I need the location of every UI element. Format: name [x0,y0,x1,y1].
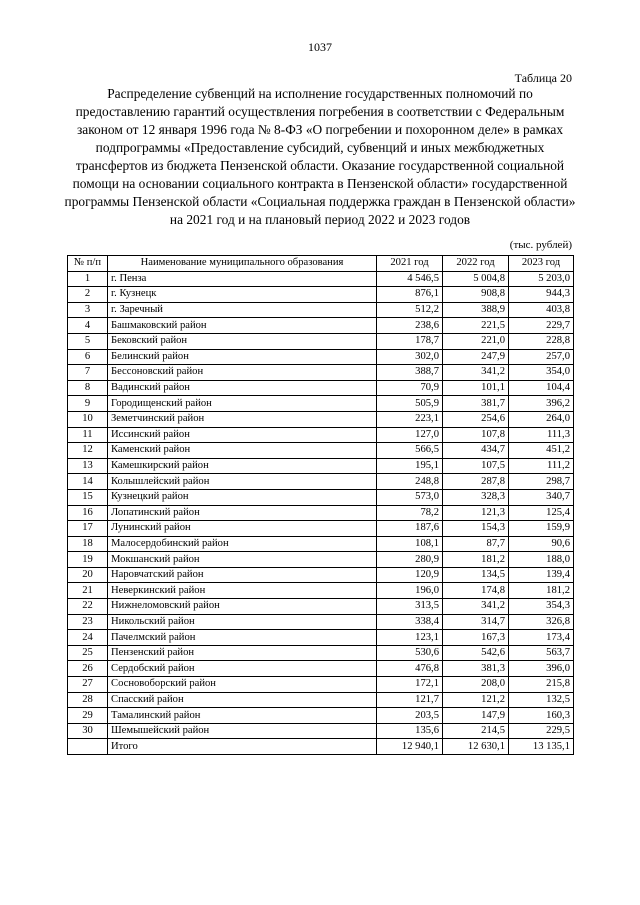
total-label: Итого [108,739,377,755]
value-2023: 340,7 [509,489,574,505]
value-2023: 173,4 [509,630,574,646]
row-number: 22 [68,599,108,615]
value-2021: 203,5 [377,708,443,724]
table-row [68,630,574,646]
row-number: 2 [68,287,108,303]
row-number: 21 [68,583,108,599]
municipality-name: Белинский район [108,349,377,365]
value-2023: 188,0 [509,552,574,568]
value-2021: 178,7 [377,333,443,349]
value-2023: 125,4 [509,505,574,521]
header-number: № п/п [68,256,108,272]
value-2022: 214,5 [443,723,509,739]
value-2023: 396,0 [509,661,574,677]
table-row [68,411,574,427]
municipality-name: Лопатинский район [108,505,377,521]
value-2022: 147,9 [443,708,509,724]
value-2021: 78,2 [377,505,443,521]
value-2023: 90,6 [509,536,574,552]
value-2023: 354,3 [509,599,574,615]
table-row [68,396,574,412]
row-number: 12 [68,443,108,459]
row-number: 13 [68,458,108,474]
value-2022: 121,3 [443,505,509,521]
value-2021: 108,1 [377,536,443,552]
value-2023: 264,0 [509,411,574,427]
value-2023: 160,3 [509,708,574,724]
value-2023: 403,8 [509,302,574,318]
subvention-table [67,255,574,755]
value-2023: 132,5 [509,692,574,708]
value-2022: 908,8 [443,287,509,303]
value-2023: 181,2 [509,583,574,599]
municipality-name: г. Заречный [108,302,377,318]
municipality-name: Иссинский район [108,427,377,443]
municipality-name: Вадинский район [108,380,377,396]
value-2023: 326,8 [509,614,574,630]
table-row [68,583,574,599]
municipality-name: Тамалинский район [108,708,377,724]
table-row [68,677,574,693]
value-2022: 5 004,8 [443,271,509,287]
row-number: 1 [68,271,108,287]
value-2023: 257,0 [509,349,574,365]
total-2022: 12 630,1 [443,739,509,755]
value-2022: 542,6 [443,645,509,661]
row-number: 5 [68,333,108,349]
value-2023: 111,2 [509,458,574,474]
row-number: 19 [68,552,108,568]
value-2022: 341,2 [443,365,509,381]
value-2021: 123,1 [377,630,443,646]
row-number: 14 [68,474,108,490]
value-2021: 120,9 [377,567,443,583]
municipality-name: Кузнецкий район [108,489,377,505]
value-2023: 298,7 [509,474,574,490]
value-2021: 172,1 [377,677,443,693]
value-2022: 107,8 [443,427,509,443]
municipality-name: Наровчатский район [108,567,377,583]
municipality-name: г. Пенза [108,271,377,287]
table-row [68,552,574,568]
row-number: 16 [68,505,108,521]
row-number: 3 [68,302,108,318]
value-2021: 4 546,5 [377,271,443,287]
table-row [68,458,574,474]
value-2021: 573,0 [377,489,443,505]
table-row [68,489,574,505]
municipality-name: Сердобский район [108,661,377,677]
value-2021: 512,2 [377,302,443,318]
municipality-name: г. Кузнецк [108,287,377,303]
table-row [68,692,574,708]
value-2021: 187,6 [377,521,443,537]
value-2021: 196,0 [377,583,443,599]
municipality-name: Бессоновский район [108,365,377,381]
row-number: 28 [68,692,108,708]
row-number: 8 [68,380,108,396]
value-2021: 248,8 [377,474,443,490]
value-2022: 107,5 [443,458,509,474]
table-row [68,318,574,334]
total-row [68,739,574,755]
value-2022: 167,3 [443,630,509,646]
total-2023: 13 135,1 [509,739,574,755]
value-2021: 238,6 [377,318,443,334]
value-2021: 338,4 [377,614,443,630]
row-number: 20 [68,567,108,583]
value-2023: 111,3 [509,427,574,443]
value-2023: 159,9 [509,521,574,537]
value-2022: 101,1 [443,380,509,396]
table-row [68,443,574,459]
table-row [68,614,574,630]
value-2022: 181,2 [443,552,509,568]
table-row [68,708,574,724]
table-row [68,302,574,318]
municipality-name: Нижнеломовский район [108,599,377,615]
row-number: 27 [68,677,108,693]
value-2021: 135,6 [377,723,443,739]
value-2022: 247,9 [443,349,509,365]
row-number: 11 [68,427,108,443]
total-blank [68,739,108,755]
municipality-name: Спасский район [108,692,377,708]
value-2023: 104,4 [509,380,574,396]
value-2022: 87,7 [443,536,509,552]
value-2021: 127,0 [377,427,443,443]
value-2022: 208,0 [443,677,509,693]
table-row [68,723,574,739]
row-number: 10 [68,411,108,427]
value-2022: 221,0 [443,333,509,349]
row-number: 26 [68,661,108,677]
value-2021: 70,9 [377,380,443,396]
table-row [68,521,574,537]
value-2023: 229,7 [509,318,574,334]
table-row [68,380,574,396]
value-2021: 313,5 [377,599,443,615]
value-2022: 388,9 [443,302,509,318]
value-2021: 566,5 [377,443,443,459]
table-row [68,474,574,490]
table-row [68,427,574,443]
value-2022: 328,3 [443,489,509,505]
row-number: 9 [68,396,108,412]
page-number: 1037 [308,40,332,54]
value-2022: 174,8 [443,583,509,599]
value-2023: 229,5 [509,723,574,739]
value-2021: 223,1 [377,411,443,427]
municipality-name: Башмаковский район [108,318,377,334]
value-2022: 221,5 [443,318,509,334]
value-2023: 139,4 [509,567,574,583]
value-2023: 354,0 [509,365,574,381]
row-number: 15 [68,489,108,505]
row-number: 29 [68,708,108,724]
row-number: 17 [68,521,108,537]
table-row [68,645,574,661]
document-title: Распределение субвенций на исполнение государственных полномочий по предоставлению гарантий осуществления погребения в соответствии с Федеральным законом от 12 января 1996 года № 8-ФЗ «О погребении и похоронном деле» в рамках подпрограммы «Предоставление субсидий, субвенций и иных межбюджетных трансфертов из бюджета Пензенской области. Оказание государственной социальной помощи на основании социального контракта в Пензенской области» государственной программы Пензенской области «Социальная поддержка граждан в Пензенской области» на 2021 год и на плановый период 2022 и 2023 годов [64,86,576,227]
value-2023: 451,2 [509,443,574,459]
municipality-name: Пачелмский район [108,630,377,646]
value-2021: 505,9 [377,396,443,412]
row-number: 23 [68,614,108,630]
value-2023: 228,8 [509,333,574,349]
table-row [68,599,574,615]
value-2023: 396,2 [509,396,574,412]
value-2021: 195,1 [377,458,443,474]
header-2022: 2022 год [443,256,509,272]
value-2022: 121,2 [443,692,509,708]
row-number: 6 [68,349,108,365]
value-2022: 381,7 [443,396,509,412]
municipality-name: Сосновоборский район [108,677,377,693]
municipality-name: Пензенский район [108,645,377,661]
value-2021: 388,7 [377,365,443,381]
value-2022: 434,7 [443,443,509,459]
value-2023: 563,7 [509,645,574,661]
municipality-name: Неверкинский район [108,583,377,599]
value-2022: 314,7 [443,614,509,630]
table-row [68,271,574,287]
table-body [68,271,574,754]
row-number: 24 [68,630,108,646]
units-note: (тыс. рублей) [509,239,572,251]
row-number: 4 [68,318,108,334]
value-2023: 215,8 [509,677,574,693]
table-row [68,333,574,349]
row-number: 30 [68,723,108,739]
table-row [68,505,574,521]
value-2021: 476,8 [377,661,443,677]
row-number: 7 [68,365,108,381]
value-2022: 287,8 [443,474,509,490]
municipality-name: Малосердобинский район [108,536,377,552]
municipality-name: Мокшанский район [108,552,377,568]
table-row [68,287,574,303]
row-number: 25 [68,645,108,661]
value-2022: 134,5 [443,567,509,583]
municipality-name: Колышлейский район [108,474,377,490]
value-2023: 5 203,0 [509,271,574,287]
total-2021: 12 940,1 [377,739,443,755]
table-header-row [68,256,574,272]
municipality-name: Лунинский район [108,521,377,537]
municipality-name: Шемышейский район [108,723,377,739]
table-label: Таблица 20 [514,71,572,85]
municipality-name: Никольский район [108,614,377,630]
value-2021: 876,1 [377,287,443,303]
value-2021: 121,7 [377,692,443,708]
table-row [68,661,574,677]
value-2022: 154,3 [443,521,509,537]
municipality-name: Камешкирский район [108,458,377,474]
value-2021: 530,6 [377,645,443,661]
value-2022: 341,2 [443,599,509,615]
table-row [68,365,574,381]
value-2022: 381,3 [443,661,509,677]
value-2021: 302,0 [377,349,443,365]
value-2021: 280,9 [377,552,443,568]
table-row [68,536,574,552]
table-row [68,349,574,365]
municipality-name: Земетчинский район [108,411,377,427]
header-municipality: Наименование муниципального образования [108,256,377,272]
row-number: 18 [68,536,108,552]
value-2022: 254,6 [443,411,509,427]
value-2023: 944,3 [509,287,574,303]
table-row [68,567,574,583]
header-2023: 2023 год [509,256,574,272]
municipality-name: Каменский район [108,443,377,459]
municipality-name: Городищенский район [108,396,377,412]
header-2021: 2021 год [377,256,443,272]
municipality-name: Бековский район [108,333,377,349]
